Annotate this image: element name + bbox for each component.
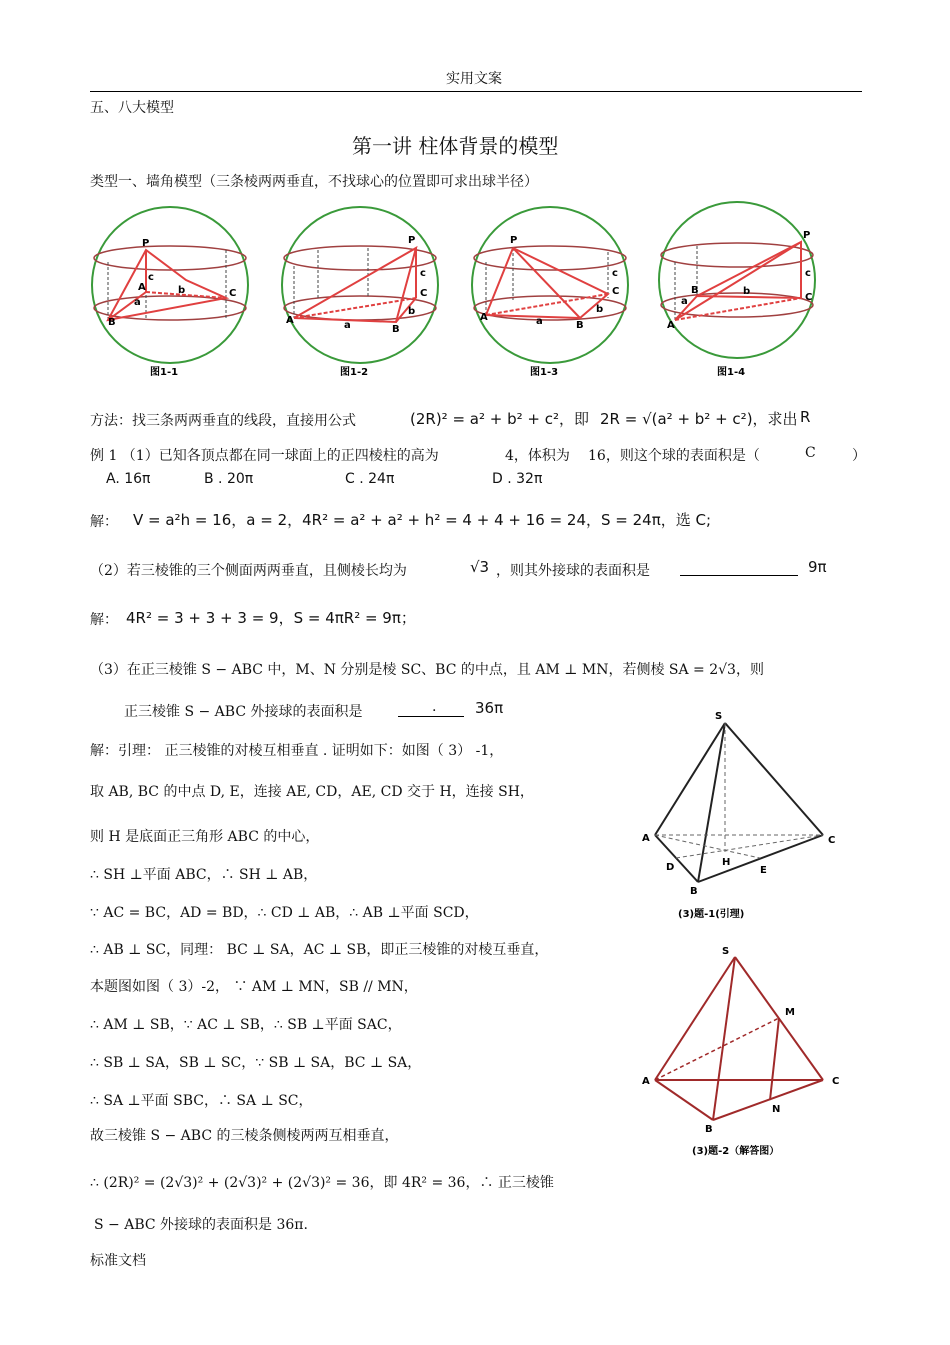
- svg-text:c: c: [805, 268, 811, 279]
- header-title: 实用文案: [446, 71, 502, 87]
- figure-3-2: [630, 940, 850, 1160]
- svg-text:D: D: [666, 862, 675, 873]
- figure-3-1: [630, 705, 850, 930]
- caption-3-1: (3)题-1(引理): [678, 909, 745, 920]
- figure-1-2: [282, 207, 438, 378]
- svg-text:C: C: [612, 286, 620, 297]
- svg-text:b: b: [596, 304, 604, 315]
- caption-1-4: 图1-4: [717, 367, 746, 378]
- option-D: D . 32π: [492, 471, 543, 487]
- example1-height: 4，体积为: [505, 448, 570, 464]
- svg-text:C: C: [828, 835, 836, 846]
- footer-text: 标准文档: [90, 1253, 146, 1269]
- svg-text:a: a: [536, 316, 543, 327]
- svg-text:B: B: [690, 886, 698, 897]
- svg-text:a: a: [681, 296, 688, 307]
- label-A: A: [138, 282, 146, 293]
- label-c: c: [148, 272, 154, 283]
- example2-answer: 9π: [808, 558, 827, 576]
- svg-text:B: B: [705, 1124, 713, 1135]
- example2-question: （2）若三棱锥的三个侧面两两垂直，且侧棱长均为: [90, 563, 407, 579]
- figure-1-1: [92, 207, 248, 378]
- example1-solution: V = a²h = 16，a = 2，4R² = a² + a² + h² = 4 + 4 + 16 = 24，S = 24π，选 C;: [133, 511, 712, 529]
- svg-text:C: C: [420, 288, 428, 299]
- figure-1-4: [659, 202, 815, 378]
- example3-answer: 36π: [475, 699, 504, 717]
- option-A: A. 16π: [106, 471, 151, 487]
- label-B: B: [108, 317, 116, 328]
- svg-text:A: A: [480, 312, 488, 323]
- label-b: b: [178, 285, 186, 296]
- label-P: P: [142, 238, 150, 249]
- svg-text:A: A: [642, 1076, 650, 1087]
- svg-text:B: B: [691, 285, 699, 296]
- svg-text:a: a: [344, 320, 351, 331]
- example1-question: 例 1 （1）已知各顶点都在同一球面上的正四棱柱的高为: [90, 448, 439, 464]
- caption-1-3: 图1-3: [530, 367, 559, 378]
- answer-blank: [680, 575, 798, 576]
- sphere-outline: [92, 207, 248, 363]
- svg-text:N: N: [772, 1104, 781, 1115]
- svg-text:b: b: [743, 286, 751, 297]
- example1-volume: 16，则这个球的表面积是（: [588, 448, 760, 464]
- svg-text:S: S: [722, 946, 730, 957]
- method-formula-1: (2R)² = a² + b² + c²，即: [410, 410, 589, 428]
- label-C: C: [229, 288, 237, 299]
- method-formula-2: 2R = √(a² + b² + c²)，求出: [600, 410, 798, 428]
- svg-text:B: B: [576, 320, 584, 331]
- svg-text:M: M: [785, 1007, 795, 1018]
- example1-answer: C: [805, 445, 816, 461]
- option-B: B . 20π: [204, 471, 254, 487]
- label-a: a: [134, 297, 141, 308]
- svg-text:C: C: [805, 292, 813, 303]
- method-text: 方法：找三条两两垂直的线段，直接用公式: [90, 413, 356, 429]
- example3-question: （3）在正三棱锥 S − ABC 中，M、N 分别是棱 SC、BC 的中点，且 AM ⊥ MN，若侧棱 SA = 2√3，则: [90, 662, 764, 678]
- caption-1-2: 图1-2: [340, 367, 369, 378]
- svg-text:P: P: [408, 235, 416, 246]
- header-rule: [90, 91, 862, 92]
- svg-text:C: C: [832, 1076, 840, 1087]
- svg-text:c: c: [612, 268, 618, 279]
- svg-text:A: A: [667, 320, 675, 331]
- svg-text:S: S: [715, 711, 723, 722]
- svg-text:P: P: [803, 230, 811, 241]
- type1-heading: 类型一、墙角模型（三条棱两两垂直，不找球心的位置即可求出球半径）: [90, 174, 538, 190]
- svg-text:c: c: [420, 268, 426, 279]
- example2-solution: 4R² = 3 + 3 + 3 = 9，S = 4πR² = 9π；: [126, 609, 416, 627]
- svg-text:A: A: [642, 833, 650, 844]
- method-R: R: [800, 408, 811, 426]
- sphere-figures: [88, 200, 823, 385]
- caption-3-2: (3)题-2（解答图）: [692, 1146, 780, 1157]
- lecture-title: 第一讲 柱体背景的模型: [352, 134, 559, 158]
- caption-1-1: 图1-1: [150, 367, 179, 378]
- svg-text:b: b: [408, 306, 416, 317]
- svg-text:E: E: [760, 865, 767, 876]
- svg-text:H: H: [722, 857, 731, 868]
- section-title: 五、八大模型: [90, 100, 174, 116]
- option-C: C . 24π: [345, 471, 395, 487]
- svg-text:A: A: [286, 315, 294, 326]
- svg-text:P: P: [510, 235, 518, 246]
- figure-1-3: [472, 207, 628, 378]
- svg-text:B: B: [392, 324, 400, 335]
